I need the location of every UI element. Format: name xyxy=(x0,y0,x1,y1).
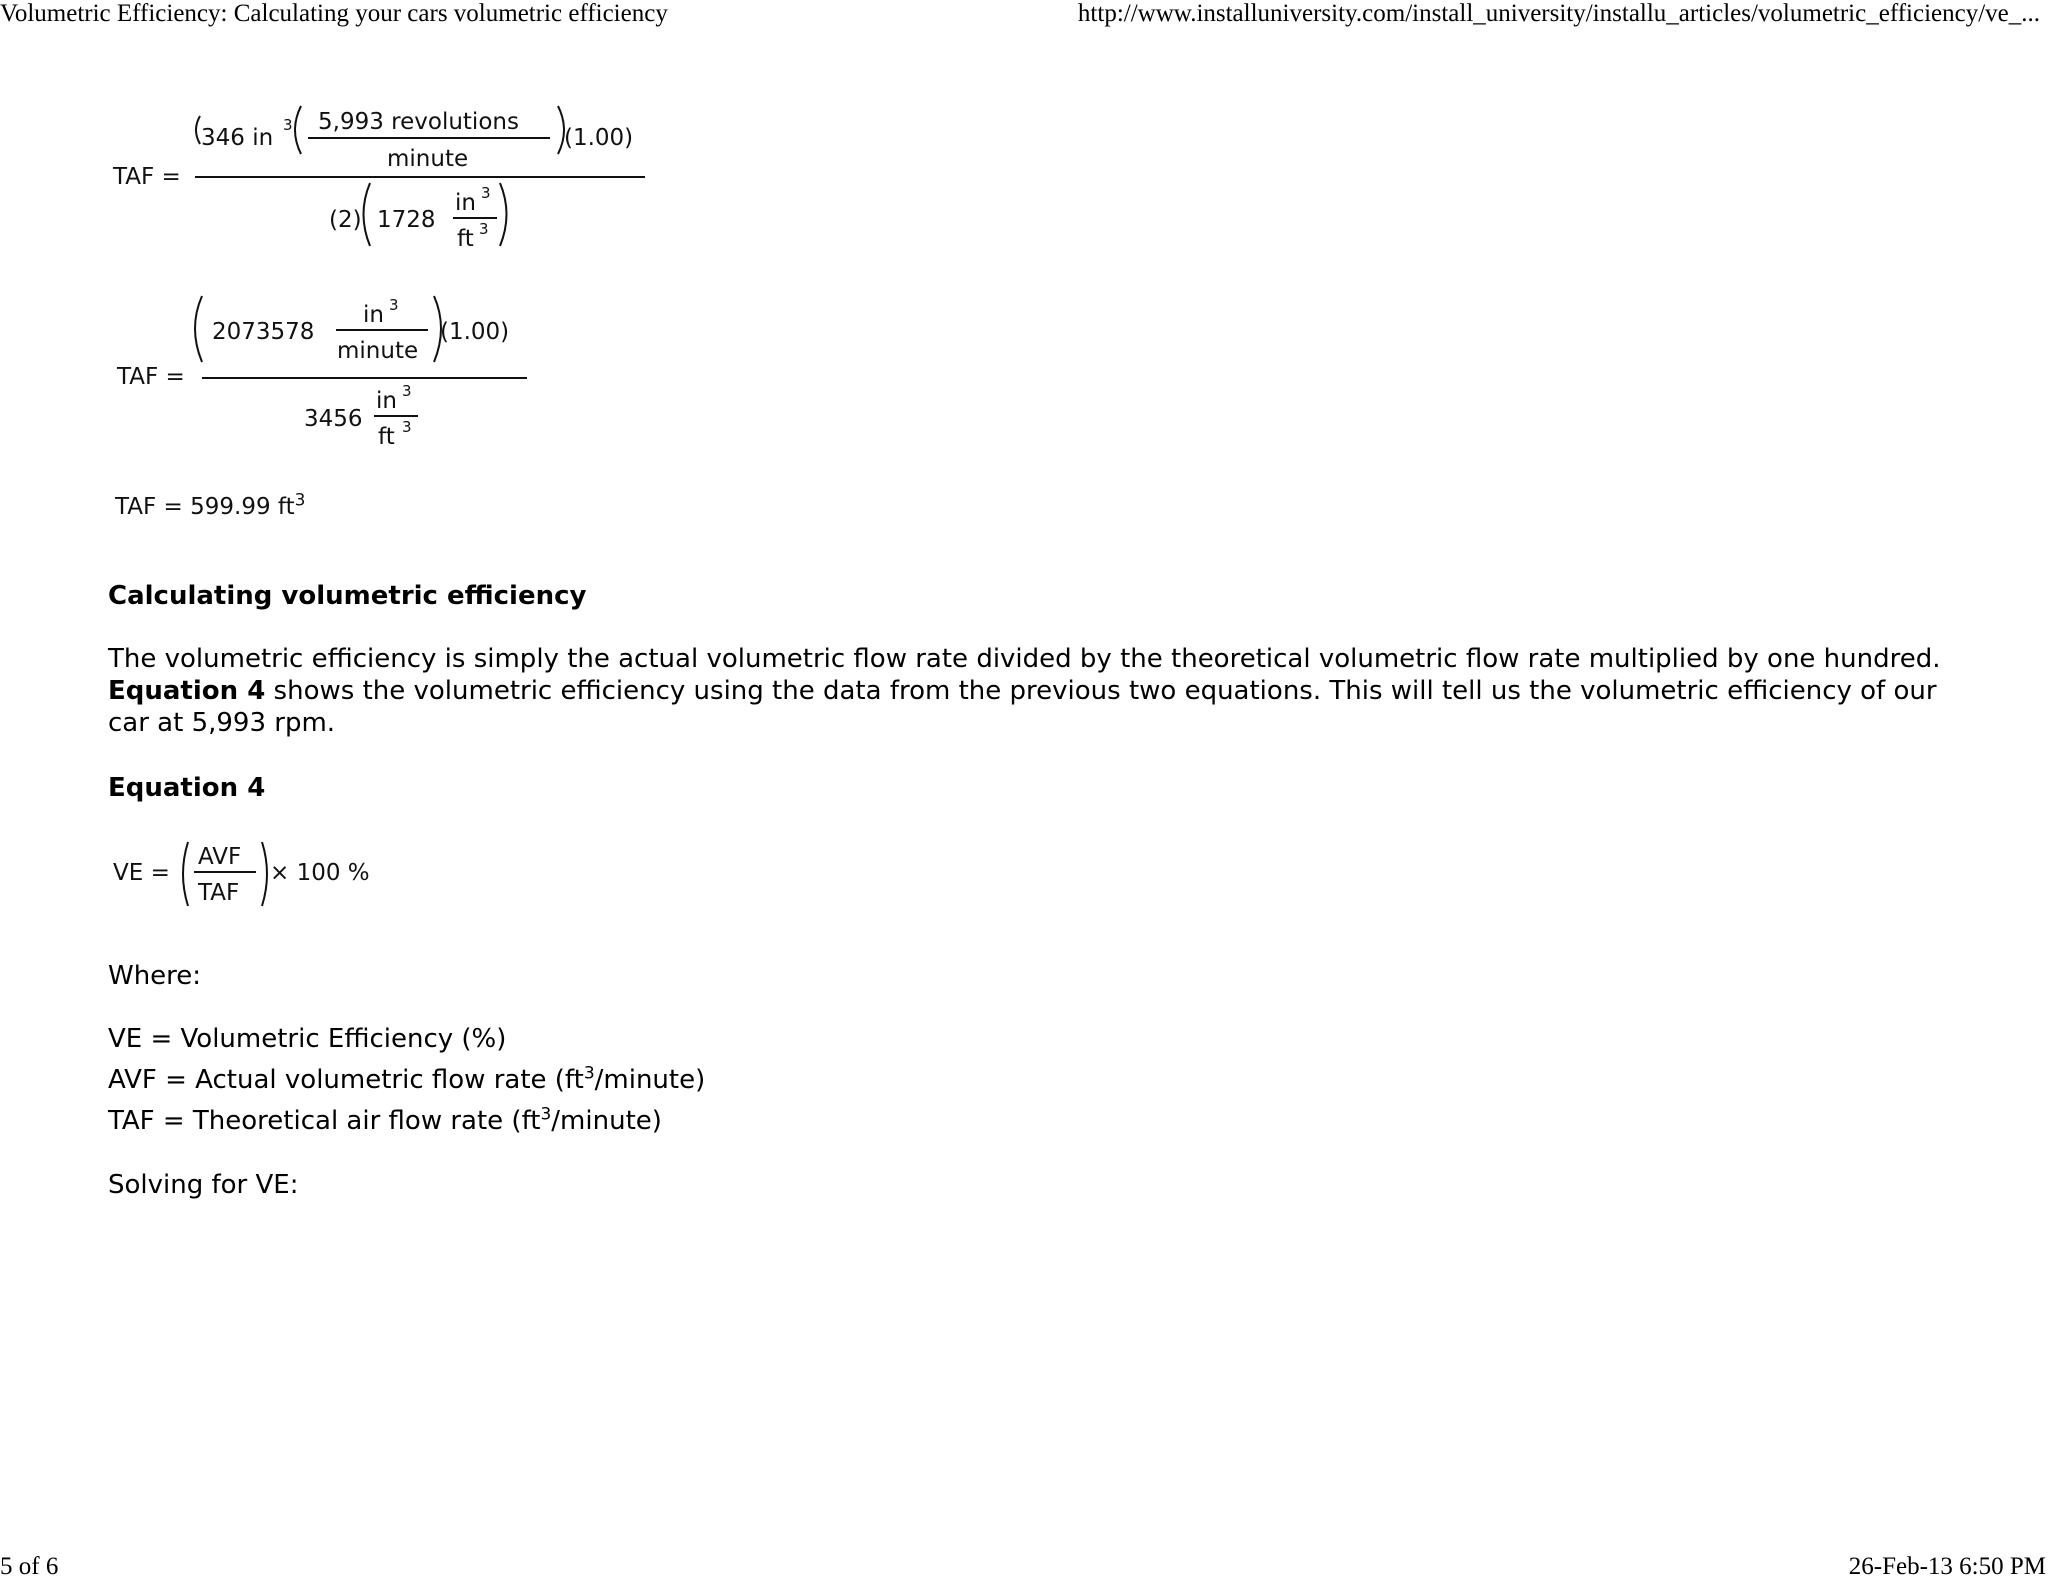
solving-label: Solving for VE: xyxy=(108,1170,299,1200)
eq-c-exp: 3 xyxy=(294,490,306,511)
definition-avf-exp: 3 xyxy=(583,1063,595,1084)
eq-b-unit-num-exp: 3 xyxy=(389,296,399,314)
eq-b-factor: (1.00) xyxy=(440,319,510,345)
eq-a-divisor: (2) xyxy=(329,207,362,233)
definition-taf xyxy=(108,1105,662,1137)
section-heading: Calculating volumetric efficiency xyxy=(108,581,587,611)
paragraph-line-2 xyxy=(108,675,1941,707)
equation-ve xyxy=(110,838,380,918)
eq-a-paren xyxy=(196,116,200,144)
definition-ve: VE = Volumetric Efficiency (%) xyxy=(108,1024,507,1054)
eq-b-den-unit-den-exp: 3 xyxy=(402,418,412,436)
equation-ve-svg xyxy=(110,838,380,918)
eq-ve-lhs: VE = xyxy=(113,860,170,886)
eq-a-lhs: TAF = xyxy=(113,164,181,190)
definition-avf-unit: /minute) xyxy=(594,1065,706,1095)
definition-taf-text: TAF = Theoretical air flow rate (ft xyxy=(108,1106,541,1136)
eq-b-value: 2073578 xyxy=(212,319,315,345)
definition-avf xyxy=(108,1064,705,1096)
equation-taf-setup-svg xyxy=(105,100,665,265)
equation-taf-setup xyxy=(105,100,665,265)
equation-taf-simplified-svg xyxy=(110,292,550,462)
eq-b-lhs: TAF = xyxy=(117,364,185,390)
paragraph-line-1: The volumetric efficiency is simply the actual volumetric flow rate divided by the theoretical volumetric flow rate multiplied by one hundred. xyxy=(108,644,1941,674)
eq-a-factor: (1.00) xyxy=(564,125,634,151)
equation-taf-simplified xyxy=(110,292,550,462)
eq-ve-denominator: TAF xyxy=(198,880,240,906)
page-header-url[interactable]: http://www.installuniversity.com/install_university/installu_articles/volumetric_efficiency/ve_... xyxy=(1077,0,2040,27)
eq-c-text: TAF = 599.99 ft xyxy=(115,494,295,520)
page-footer-page-number: 5 of 6 xyxy=(0,1553,59,1580)
eq-b-den-value: 3456 xyxy=(304,406,363,432)
where-label: Where: xyxy=(108,961,202,991)
eq-ve-paren xyxy=(183,842,188,906)
eq-a-rev-den: minute xyxy=(387,146,469,172)
eq-b-den-unit-num: in xyxy=(376,388,397,414)
eq-a-unit-num: in xyxy=(455,190,476,216)
paragraph-line-2-rest: shows the volumetric efficiency using the data from the previous two equations. This will tell us the volumetric efficiency of our xyxy=(265,676,1937,706)
equation-taf-result xyxy=(115,490,306,520)
definition-avf-text: AVF = Actual volumetric flow rate (ft xyxy=(108,1065,584,1095)
eq-ve-numerator: AVF xyxy=(198,844,242,870)
equation-4-reference: Equation 4 xyxy=(108,676,266,706)
eq-b-den-unit-num-exp: 3 xyxy=(402,382,412,400)
eq-a-paren xyxy=(364,183,371,246)
eq-a-unit-den: ft xyxy=(457,226,474,252)
definition-taf-unit: /minute) xyxy=(551,1106,662,1136)
eq-a-unit-num-exp: 3 xyxy=(481,184,491,202)
paragraph-line-3: car at 5,993 rpm. xyxy=(108,708,336,738)
eq-ve-times: × 100 % xyxy=(270,860,370,886)
equation-4-label: Equation 4 xyxy=(108,773,266,803)
page-footer-datetime: 26-Feb-13 6:50 PM xyxy=(1848,1553,2046,1580)
eq-a-exp: 3 xyxy=(283,116,293,134)
eq-b-paren xyxy=(195,296,202,362)
eq-a-conversion: 1728 xyxy=(377,207,436,233)
eq-b-den-unit-den: ft xyxy=(378,424,395,450)
eq-b-unit-den: minute xyxy=(337,338,419,364)
eq-a-paren xyxy=(295,106,301,154)
page-header-title: Volumetric Efficiency: Calculating your cars volumetric efficiency xyxy=(0,0,668,27)
eq-b-unit-num: in xyxy=(363,302,384,328)
section-paragraph xyxy=(108,643,1941,739)
definition-taf-exp: 3 xyxy=(540,1104,552,1125)
eq-a-unit-den-exp: 3 xyxy=(479,220,489,238)
eq-a-rev-num: 5,993 revolutions xyxy=(318,109,519,135)
eq-ve-paren xyxy=(262,842,267,906)
eq-a-paren xyxy=(500,183,507,246)
eq-a-displacement: 346 in xyxy=(201,125,274,151)
